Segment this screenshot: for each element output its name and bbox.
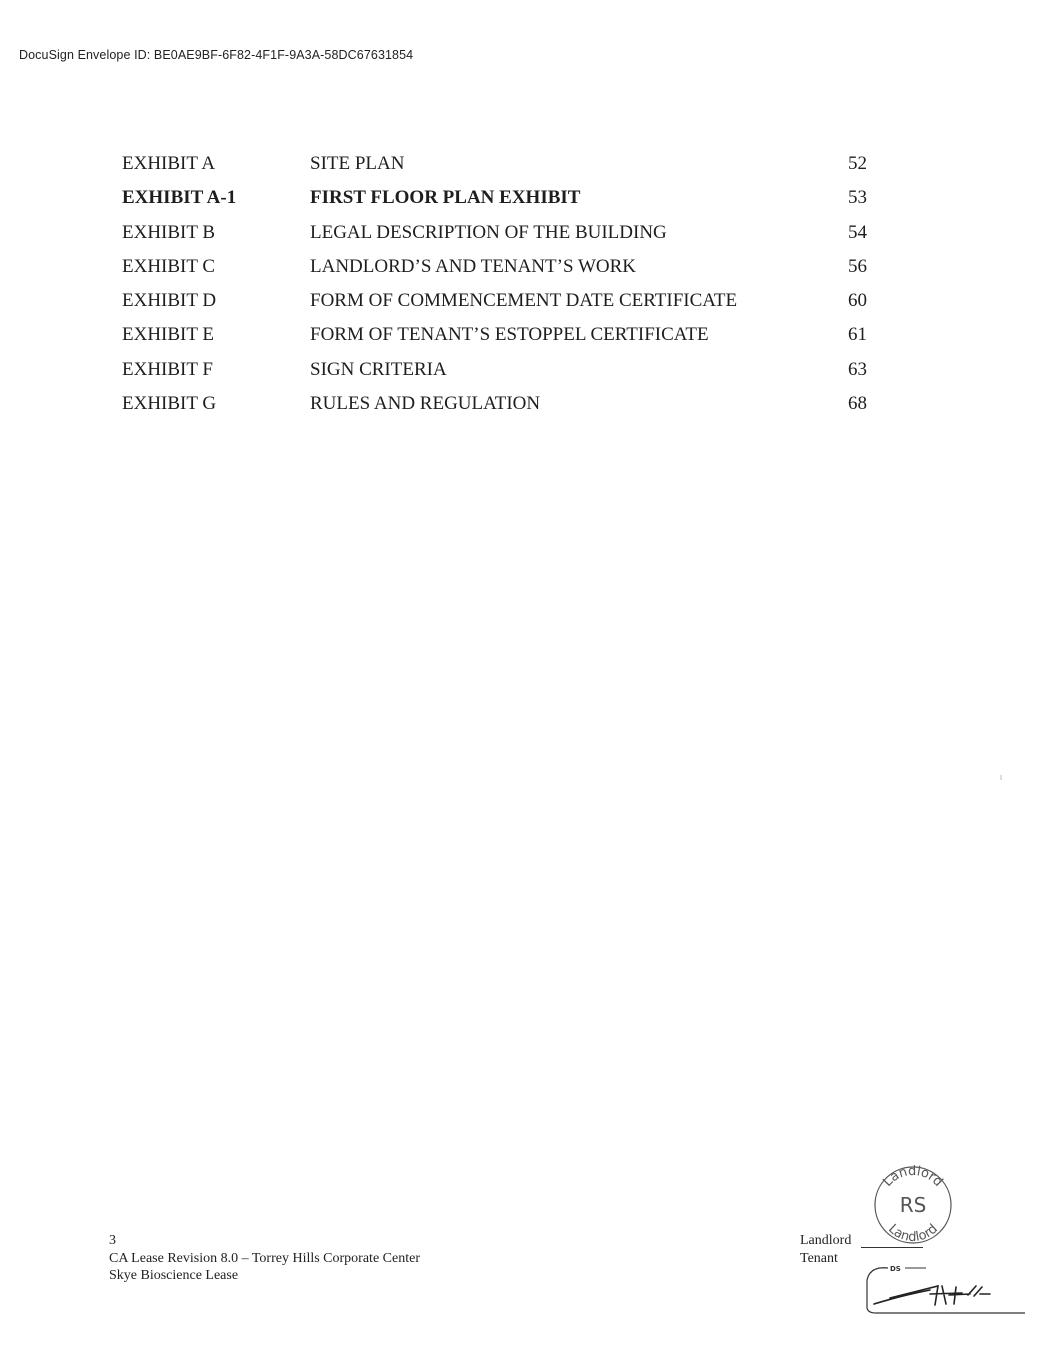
toc-row <box>122 321 867 355</box>
exhibit-label: EXHIBIT A <box>122 153 216 174</box>
footer-left <box>109 1232 420 1285</box>
toc-row <box>122 390 867 424</box>
page-number: 3 <box>109 1233 116 1248</box>
exhibit-page: 60 <box>848 290 867 312</box>
exhibit-label: EXHIBIT F <box>122 358 213 380</box>
svg-text:Landlord <box>885 1222 941 1246</box>
exhibit-title: LEGAL DESCRIPTION OF THE BUILDING <box>310 221 667 243</box>
exhibit-label: EXHIBIT C <box>122 255 216 277</box>
exhibit-title: SITE PLAN <box>310 153 405 174</box>
exhibit-label: EXHIBIT E <box>122 324 214 346</box>
exhibit-page: 54 <box>848 221 867 243</box>
exhibit-page: 68 <box>848 393 867 415</box>
exhibit-label: EXHIBIT A-1 <box>122 187 237 209</box>
tenant-label: Tenant <box>800 1250 838 1266</box>
exhibit-title: LANDLORD’S AND TENANT’S WORK <box>310 255 636 277</box>
toc-row <box>122 287 867 321</box>
exhibit-page: 53 <box>848 187 867 209</box>
exhibit-label: EXHIBIT B <box>122 221 216 243</box>
exhibit-title: FORM OF COMMENCEMENT DATE CERTIFICATE <box>310 290 738 312</box>
lease-name: Skye Bioscience Lease <box>109 1268 239 1283</box>
lease-revision: CA Lease Revision 8.0 – Torrey Hills Corporate Center <box>109 1250 420 1266</box>
exhibit-title: SIGN CRITERIA <box>310 358 447 380</box>
footer-right <box>800 1232 851 1267</box>
toc-row <box>122 219 867 253</box>
landlord-label: Landlord <box>800 1233 852 1248</box>
envelope-id: DocuSign Envelope ID: BE0AE9BF-6F82-4F1F-9A3A-58DC67631854 <box>19 48 414 62</box>
landlord-initials-stamp <box>868 1160 958 1250</box>
exhibit-title: FIRST FLOOR PLAN EXHIBIT <box>310 187 581 209</box>
exhibit-page: 52 <box>848 153 867 174</box>
toc-row <box>122 150 867 184</box>
exhibit-page: 56 <box>848 255 867 277</box>
stamp-ring-text-top: Landlord <box>880 1163 946 1190</box>
exhibit-label: EXHIBIT G <box>122 393 217 415</box>
stamp-initials: RS <box>899 1193 927 1217</box>
exhibit-label: EXHIBIT D <box>122 290 217 312</box>
exhibit-title: FORM OF TENANT’S ESTOPPEL CERTIFICATE <box>310 324 709 346</box>
tenant-signature <box>860 1260 1025 1320</box>
toc-row <box>122 184 867 218</box>
stamp-ring-text-bottom: Landlord <box>885 1221 941 1246</box>
toc-row <box>122 253 867 287</box>
exhibit-title: RULES AND REGULATION <box>310 393 541 415</box>
scan-speck <box>1000 775 1002 780</box>
exhibit-page: 61 <box>848 324 867 346</box>
exhibit-page: 63 <box>848 358 867 380</box>
docusign-tag: DS <box>890 1265 901 1273</box>
exhibit-index <box>122 150 867 424</box>
svg-text:Landlord <box>880 1164 945 1190</box>
toc-row <box>122 356 867 390</box>
